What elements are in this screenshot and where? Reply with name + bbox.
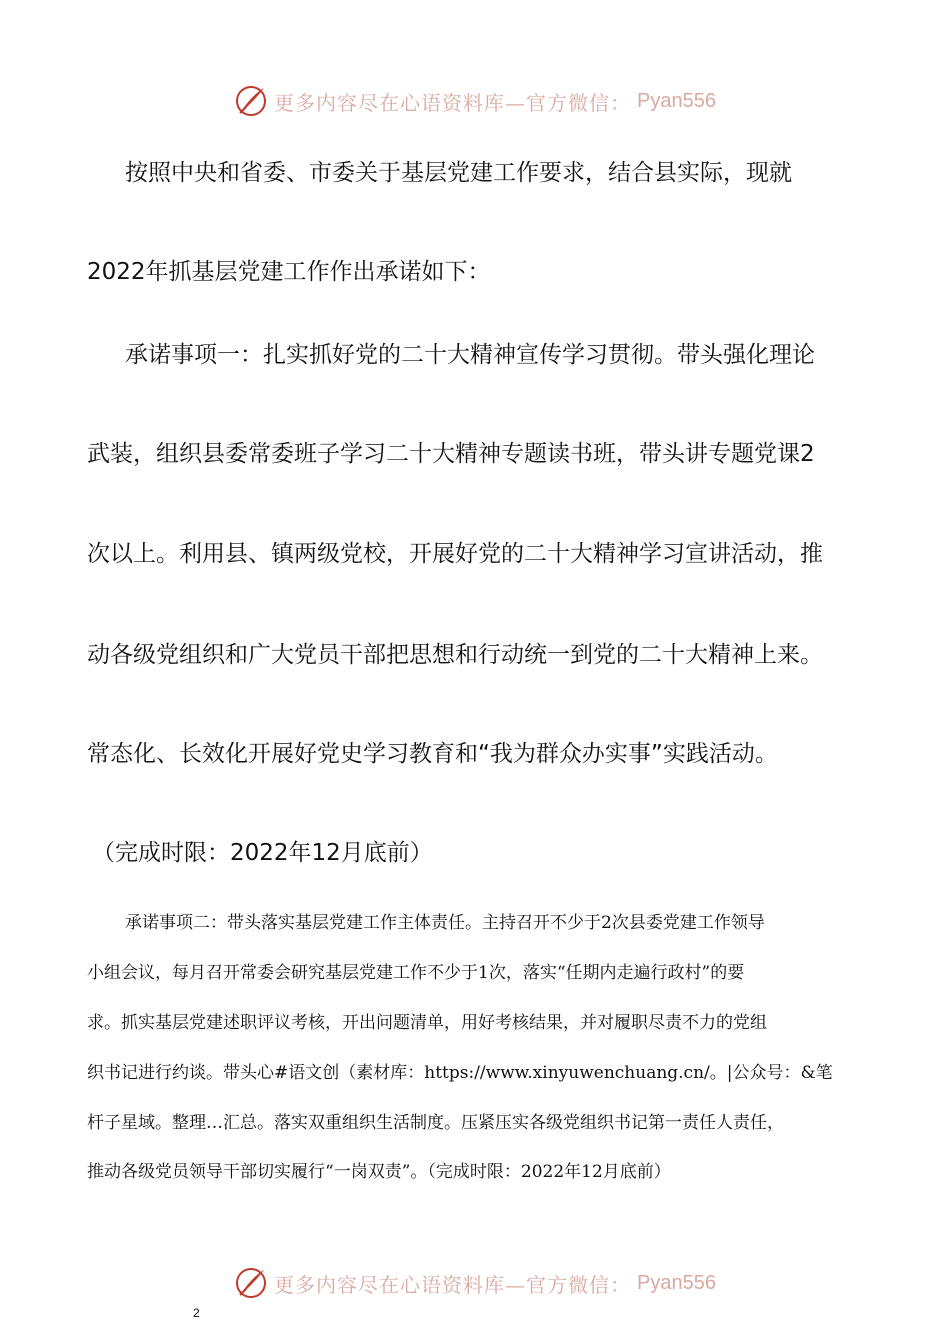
commitment-1-line-4: 动各级党组织和广大党员干部把思想和行动统一到党的二十大精神上来。 xyxy=(87,642,823,668)
commitment-2-line-2: 小组会议，每月召开常委会研究基层党建工作不少于1次，落实“任期内走遍行政村”的要 xyxy=(87,963,745,983)
commitment-1-deadline: （完成时限：2022年12月底前） xyxy=(92,840,433,866)
quill-logo-icon xyxy=(234,84,268,118)
commitment-1-line-2: 武装，组织县委常委班子学习二十大精神专题读书班，带头讲专题党课2 xyxy=(87,441,815,467)
watermark-wechat-id: Pyan556 xyxy=(637,89,716,112)
quill-logo-icon xyxy=(234,1266,268,1300)
footer-watermark xyxy=(0,1266,950,1300)
watermark-text: 更多内容尽在心语资料库—官方微信： xyxy=(274,90,632,115)
watermark-wechat-id: Pyan556 xyxy=(637,1271,716,1294)
commitment-2-line-5: 杆子星域。整理…汇总。落实双重组织生活制度。压紧压实各级党组织书记第一责任人责任， xyxy=(87,1113,784,1133)
commitment-2-line-3: 求。抓实基层党建述职评议考核，开出问题清单，用好考核结果，并对履职尽责不力的党组 xyxy=(87,1013,767,1033)
body-line-1: 按照中央和省委、市委关于基层党建工作要求，结合县实际，现就 xyxy=(125,160,792,186)
commitment-1-line-3: 次以上。利用县、镇两级党校，开展好党的二十大精神学习宣讲活动，推 xyxy=(87,541,823,567)
commitment-1-line-1: 承诺事项一：扎实抓好党的二十大精神宣传学习贯彻。带头强化理论 xyxy=(125,342,815,368)
commitment-2-line-4: 织书记进行约谈。带头心#语文创（素材库：https://www.xinyuwenchuang.cn/。|公众号：&笔 xyxy=(87,1063,833,1083)
header-watermark xyxy=(0,84,950,118)
commitment-2-line-6: 推动各级党员领导干部切实履行“一岗双责”。（完成时限：2022年12月底前） xyxy=(87,1162,671,1182)
watermark-text: 更多内容尽在心语资料库—官方微信： xyxy=(274,1272,632,1297)
page-number: 2 xyxy=(193,1306,200,1320)
commitment-2-line-1: 承诺事项二：带头落实基层党建工作主体责任。主持召开不少于2次县委党建工作领导 xyxy=(125,913,765,933)
commitment-1-line-5: 常态化、长效化开展好党史学习教育和“我为群众办实事”实践活动。 xyxy=(87,741,778,767)
body-line-2: 2022年抓基层党建工作作出承诺如下： xyxy=(87,259,491,285)
